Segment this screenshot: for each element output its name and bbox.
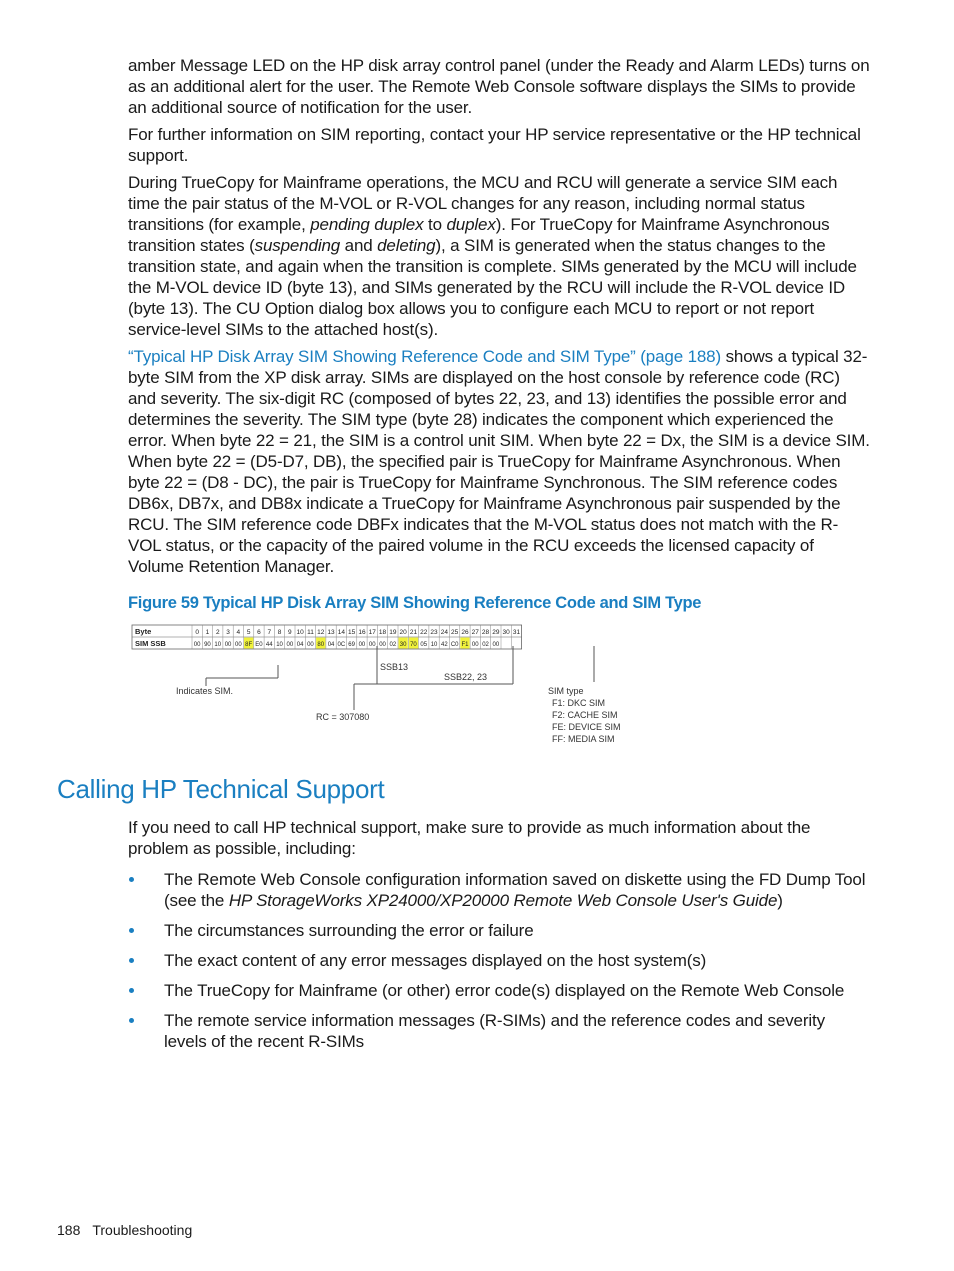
ssb-value-label: 42 <box>441 642 448 648</box>
byte-index-label: 16 <box>358 629 366 636</box>
text-run: The exact content of any error messages displayed on the host system(s) <box>164 951 707 970</box>
ssb-value-label: 00 <box>379 642 386 648</box>
emphasis-deleting: deleting <box>377 236 436 255</box>
ssb-value-label: 00 <box>286 642 294 648</box>
bullet-icon <box>129 958 134 963</box>
byte-index-label: 3 <box>226 629 230 636</box>
bullet-icon <box>129 877 134 882</box>
ssb-value-label: 04 <box>296 642 304 648</box>
list-item <box>128 869 870 911</box>
byte-index-label: 8 <box>277 629 282 636</box>
ssb-value-label: 02 <box>389 642 397 648</box>
paragraph-truecopy <box>128 172 870 340</box>
byte-index-label: 4 <box>236 629 241 636</box>
table-row-label: Byte <box>135 627 152 636</box>
sim-annotations <box>206 646 594 710</box>
text-run: The remote service information messages (R-SIMs) and the reference codes and severity levels of the recent R-SIMs <box>164 1011 825 1051</box>
figure-caption: Figure 59 Typical HP Disk Array SIM Showing Reference Code and SIM Type <box>128 594 702 612</box>
sim-byte-table <box>132 625 522 649</box>
section-body <box>128 817 870 1061</box>
ssb-value-label: 00 <box>193 642 201 648</box>
sim-figure <box>128 620 658 758</box>
byte-index-label: 26 <box>461 629 469 636</box>
list-item <box>128 920 870 941</box>
text-run: ). For TrueCopy for Mainframe Asynchronous transition states ( <box>128 215 830 255</box>
ssb-value-label: 05 <box>420 642 428 648</box>
sim-type-f2: F2: CACHE SIM <box>552 710 618 720</box>
byte-index-label: 23 <box>430 629 438 636</box>
ssb-value-label: 02 <box>482 642 489 648</box>
ssb-value-label: F1 <box>461 642 469 648</box>
ssb-value-label: E0 <box>255 642 263 648</box>
ssb-value-label: 00 <box>471 642 479 648</box>
list-item <box>128 980 870 1001</box>
byte-index-label: 22 <box>420 629 428 636</box>
list-item <box>128 1010 870 1052</box>
byte-index-label: 27 <box>471 629 479 636</box>
text-run: The circumstances surrounding the error or failure <box>164 921 534 940</box>
byte-index-label: 6 <box>257 629 261 636</box>
ssb-value-label: C0 <box>450 642 459 648</box>
byte-index-label: 29 <box>492 629 500 636</box>
byte-index-label: 14 <box>337 629 345 636</box>
paragraph-led: amber Message LED on the HP disk array control panel (under the Ready and Alarm LEDs) turns on as an additional alert for the user. The Remote Web Console software displays the SIMs to provide an additional source of notification for the user. <box>128 56 870 117</box>
ssb-value-label: 90 <box>204 642 211 648</box>
byte-index-label: 13 <box>327 629 335 636</box>
ssb22-23-label: SSB22, 23 <box>444 672 488 682</box>
intro-text <box>128 55 870 583</box>
ssb-value-label: 00 <box>307 642 314 648</box>
paragraph-support: For further information on SIM reporting, contact your HP service representative or the HP technical support. <box>128 125 861 165</box>
byte-index-label: 25 <box>451 629 459 636</box>
byte-index-label: 7 <box>267 629 272 636</box>
list-item <box>128 950 870 971</box>
ssb-value-label: 00 <box>358 642 366 648</box>
info-bullet-list <box>128 869 870 1052</box>
figure-cross-reference-link[interactable]: “Typical HP Disk Array SIM Showing Reference Code and SIM Type” (page 188) <box>128 347 721 366</box>
byte-index-label: 0 <box>195 629 199 636</box>
ssb-value-label: 10 <box>214 642 222 648</box>
section-heading: Calling HP Technical Support <box>57 774 385 804</box>
byte-index-label: 1 <box>205 629 210 636</box>
byte-index-label: 12 <box>317 629 325 636</box>
emphasis-duplex: duplex <box>446 215 496 234</box>
sim-type-fe: FE: DEVICE SIM <box>552 722 621 732</box>
text-run: and <box>340 236 378 255</box>
rc-label: RC = 307080 <box>316 712 370 722</box>
text-run: shows a typical 32-byte SIM from the XP disk array. SIMs are displayed on the host console by reference code (RC) and severity. The six-digit RC (composed of bytes 22, 23, and 13) identifies the possible error and determines the severity. The SIM type (byte 28) indicates the component which experienced the error. When byte 22 = 21, the SIM is a control unit SIM. When byte 22 = Dx, the SIM is a device SIM. When byte 22 = (D5-D7, DB), the specified pair is TrueCopy for Mainframe Asynchronous. When byte 22 = (D8 - DC), the pair is TrueCopy for Mainframe Synchronous. The SIM reference codes DB6x, DB7x, and DB8x indicate a TrueCopy for Mainframe Asynchronous pair suspended by the RCU. The SIM reference code DBFx indicates that the M-VOL status does not match with the R-VOL status, or the capacity of the paired volume in the RCU exceeds the licensed capacity of Volume Retention Manager. <box>128 347 870 576</box>
bullet-icon <box>129 1018 134 1023</box>
indicates-sim-label: Indicates SIM. <box>176 686 234 696</box>
byte-index-label: 15 <box>348 629 356 636</box>
guide-title: HP StorageWorks XP24000/XP20000 Remote Web Console User's Guide <box>228 891 778 910</box>
byte-index-label: 28 <box>481 629 490 636</box>
byte-index-label: 5 <box>246 629 251 636</box>
text-run: ), a SIM is generated when the status changes to the transition state, and again when the transition is complete. SIMs generated by the MCU will include the M-VOL device ID (byte 13), and SIMs generated by the RCU will include the R-VOL device ID (byte 13). The CU Option dialog box allows you to configure each MCU to report or not report service-level SIMs to the attached host(s). <box>128 236 857 339</box>
sim-type-f1: F1: DKC SIM <box>552 698 606 708</box>
table-row-label: SIM SSB <box>135 639 166 648</box>
byte-index-label: 19 <box>389 629 397 636</box>
ssb-value-label: 10 <box>430 642 438 648</box>
footer-section-title: Troubleshooting <box>92 1222 193 1238</box>
ssb-value-label: 30 <box>399 642 407 648</box>
byte-index-label: 24 <box>440 629 448 636</box>
ssb-value-label: 00 <box>492 642 500 648</box>
ssb-value-label: 0C <box>337 642 346 648</box>
byte-index-label: 21 <box>409 629 418 636</box>
ssb-value-label: 00 <box>235 642 242 648</box>
byte-index-label: 18 <box>378 629 387 636</box>
text-run: The Remote Web Console configuration information saved on diskette using the FD Dump Tool (see the <box>164 870 866 910</box>
byte-index-label: 17 <box>368 629 376 636</box>
text-run: to <box>423 215 447 234</box>
emphasis-suspending: suspending <box>254 236 341 255</box>
sim-type-title: SIM type <box>548 686 584 696</box>
byte-index-label: 10 <box>296 629 304 636</box>
byte-index-label: 11 <box>307 629 314 636</box>
ssb-value-label: 80 <box>317 642 325 648</box>
ssb-value-label: 00 <box>368 642 376 648</box>
ssb-value-label: 70 <box>410 642 417 648</box>
ssb-value-label: 69 <box>348 642 355 648</box>
ssb-value-label: 00 <box>224 642 232 648</box>
page-number: 188 <box>57 1222 81 1238</box>
sim-type-ff: FF: MEDIA SIM <box>552 734 615 744</box>
byte-index-label: 30 <box>502 629 510 636</box>
bullet-icon <box>129 928 134 933</box>
text-run: The TrueCopy for Mainframe (or other) error code(s) displayed on the Remote Web Console <box>164 981 845 1000</box>
byte-index-label: 2 <box>215 629 220 636</box>
byte-index-label: 31 <box>512 629 521 636</box>
ssb-value-label: 44 <box>265 642 273 648</box>
section-intro: If you need to call HP technical support, make sure to provide as much information about the problem as possible, including: <box>128 818 811 858</box>
byte-index-label: 20 <box>399 629 407 636</box>
sim-annotation-labels <box>176 662 621 744</box>
ssb13-label: SSB13 <box>380 662 409 672</box>
ssb-value-label: 04 <box>327 642 335 648</box>
ssb-value-label: 10 <box>276 642 283 648</box>
ssb-value-label: 8F <box>245 642 253 648</box>
byte-index-label: 9 <box>288 629 292 636</box>
page-footer <box>57 1222 192 1238</box>
bullet-icon <box>129 988 134 993</box>
text-run: During TrueCopy for Mainframe operations, the MCU and RCU will generate a service SIM each time the pair status of the M-VOL or R-VOL changes for any reason, including normal status transitions (for example, <box>128 173 838 234</box>
paragraph-sim-description <box>128 346 870 577</box>
emphasis-pending-duplex: pending duplex <box>310 215 424 234</box>
text-run: ) <box>777 891 783 910</box>
